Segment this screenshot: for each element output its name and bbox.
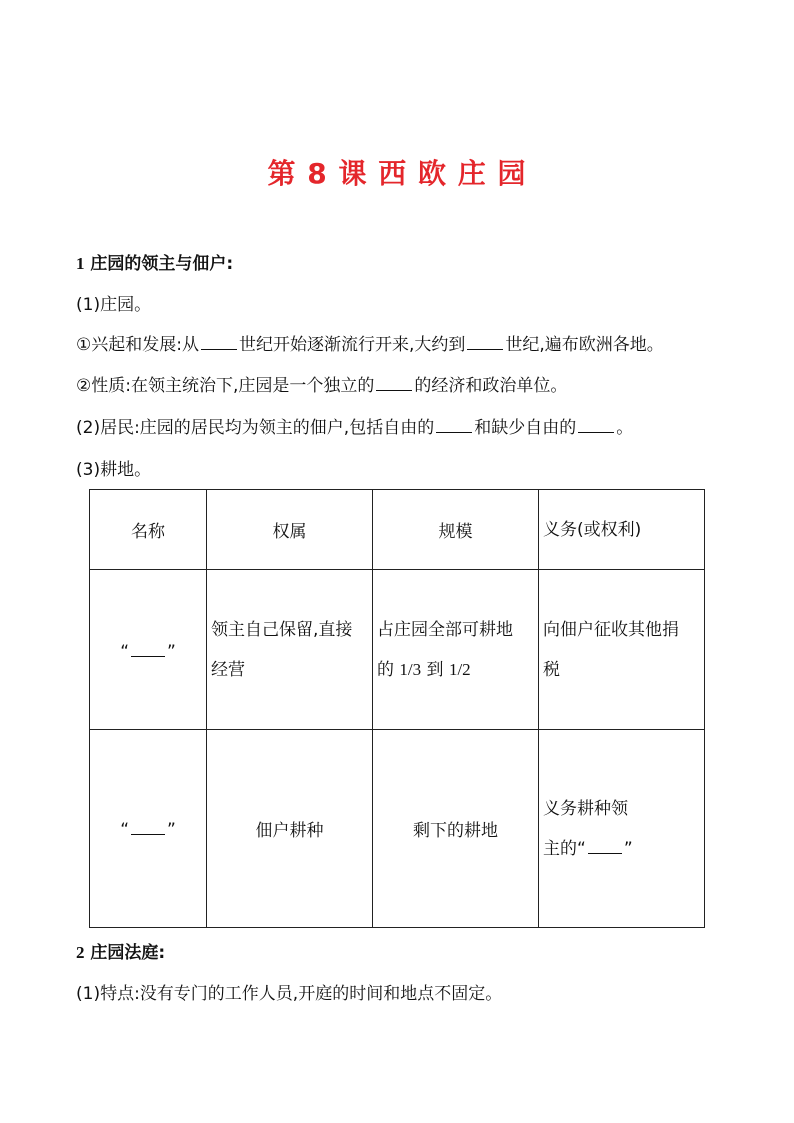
text-segment: 的经济和政治单位。 — [414, 376, 568, 396]
cell-line: 向佃户征收其他捐 — [543, 619, 679, 640]
cell-line: 占庄园全部可耕地 — [377, 619, 513, 640]
header-cell: 权属 — [207, 490, 373, 570]
fraction: 1/3 — [399, 659, 422, 679]
fill-blank[interactable] — [201, 333, 237, 350]
header-cell: 规模 — [373, 490, 539, 570]
fill-blank[interactable] — [376, 374, 412, 391]
text-segment: 世纪,遍布欧洲各地。 — [505, 335, 664, 355]
text-segment: 的 — [377, 659, 400, 680]
fill-blank[interactable] — [131, 818, 165, 835]
quote-close: ” — [167, 641, 176, 662]
text-segment: 世纪开始逐渐流行开来,大约到 — [238, 335, 466, 355]
item-farmland: (3)耕地。 — [76, 460, 152, 480]
duty-cell — [539, 730, 705, 928]
fill-blank[interactable] — [588, 837, 622, 854]
section1-heading — [76, 252, 233, 276]
cell-line — [377, 650, 538, 690]
ownership-cell: 佃户耕种 — [207, 730, 373, 928]
scale-cell: 剩下的耕地 — [373, 730, 539, 928]
name-cell — [90, 730, 207, 928]
text-segment: 和缺少自由的 — [474, 418, 577, 438]
text-segment: ①兴起和发展:从 — [76, 335, 199, 355]
farmland-table — [89, 489, 705, 928]
text-segment: 主的“ — [543, 838, 586, 859]
cell-line: 经营 — [211, 659, 245, 680]
item-court-features: (1)特点:没有专门的工作人员,开庭的时间和地点不固定。 — [76, 984, 503, 1004]
section2-heading — [76, 941, 165, 965]
name-cell — [90, 570, 207, 730]
text-segment: ②性质:在领主统治下,庄园是一个独立的 — [76, 376, 375, 396]
fill-blank[interactable] — [578, 416, 614, 433]
item-rise-development — [76, 333, 664, 357]
duty-cell — [539, 570, 705, 730]
quote-close: ” — [167, 819, 176, 840]
scale-cell — [373, 570, 539, 730]
fill-blank[interactable] — [467, 333, 503, 350]
cell-line: 领主自己保留,直接 — [211, 619, 353, 640]
table-row — [90, 730, 705, 928]
section1-heading-text: 庄园的领主与佃户: — [90, 254, 234, 274]
cell-line: 税 — [543, 659, 560, 680]
cell-line — [543, 829, 704, 869]
item-manor: (1)庄园。 — [76, 295, 152, 315]
quote-open: “ — [120, 641, 129, 662]
quote-open: “ — [120, 819, 129, 840]
table-header-row — [90, 490, 705, 570]
text-segment: 到 — [421, 659, 449, 680]
header-cell: 名称 — [90, 490, 207, 570]
text-segment: (2)居民:庄园的居民均为领主的佃户,包括自由的 — [76, 418, 435, 438]
section2-heading-text: 庄园法庭: — [90, 943, 166, 963]
table-row — [90, 570, 705, 730]
item-residents — [76, 416, 633, 440]
header-cell: 义务(或权利) — [539, 490, 705, 570]
section2-number: 2 — [76, 943, 85, 962]
cell-line: 义务耕种领 — [543, 798, 628, 819]
text-segment: 。 — [616, 418, 634, 438]
quote-close: ” — [623, 838, 633, 859]
item-nature — [76, 374, 567, 398]
fraction: 1/2 — [448, 659, 471, 679]
section1-number: 1 — [76, 254, 85, 273]
fill-blank[interactable] — [436, 416, 472, 433]
page-title: 第 8 课 西 欧 庄 园 — [267, 157, 527, 190]
ownership-cell — [207, 570, 373, 730]
fill-blank[interactable] — [131, 640, 165, 657]
